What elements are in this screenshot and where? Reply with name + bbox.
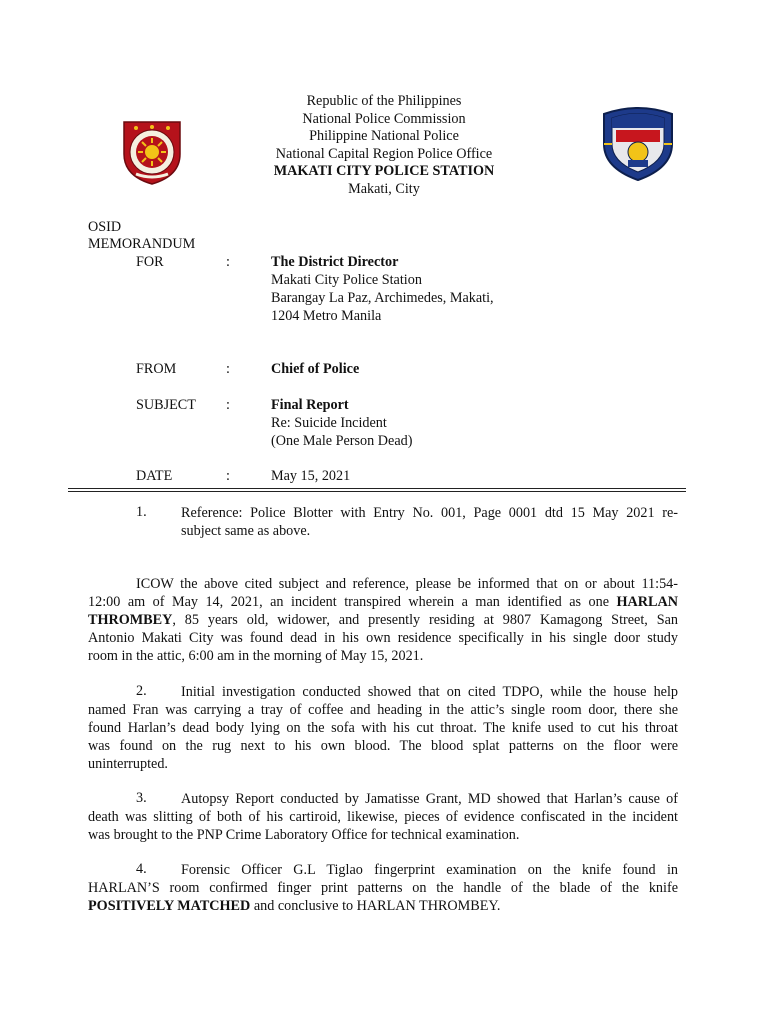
subject-label: SUBJECT xyxy=(136,397,196,413)
text-line: Reference: Police Blotter with Entry No. 001, Page 0001 dtd 15 May 2021 re- xyxy=(181,505,678,521)
paragraph-number: 1. xyxy=(136,504,147,520)
subject-title: Final Report xyxy=(271,397,349,413)
paragraph-reference xyxy=(181,504,678,540)
for-address: 1204 Metro Manila xyxy=(271,308,382,324)
match-result: POSITIVELY MATCHED xyxy=(88,898,251,914)
text-run: , 85 years old, widower, and presently residing at 9807 Kamagong Street, San xyxy=(172,612,678,628)
text-line xyxy=(88,897,678,915)
makati-station-badge-icon xyxy=(598,104,678,182)
letterhead-line: National Police Commission xyxy=(302,110,466,127)
subject-note: (One Male Person Dead) xyxy=(271,433,413,449)
text-line: Forensic Officer G.L Tiglao fingerprint examination on the knife found in xyxy=(181,862,678,878)
text-line: ICOW the above cited subject and reference, please be informed that on or about 11:54- xyxy=(136,576,678,592)
for-address: Barangay La Paz, Archimedes, Makati, xyxy=(271,290,494,306)
paragraph-autopsy xyxy=(88,790,678,844)
paragraph-forensic xyxy=(88,861,678,915)
date-value: May 15, 2021 xyxy=(271,468,351,484)
from-value: Chief of Police xyxy=(271,361,360,377)
person-name: HARLAN xyxy=(616,594,678,610)
text-line: Autopsy Report conducted by Jamatisse Grant, MD showed that Harlan’s cause of xyxy=(181,791,678,807)
text-line: Initial investigation conducted showed that on cited TDPO, while the house help xyxy=(181,684,678,700)
paragraph-number: 4. xyxy=(136,861,147,877)
person-name: THROMBEY xyxy=(88,612,173,628)
text-line: was found on the rug next to his own blood. The blood splat patterns on the floor were xyxy=(88,738,678,754)
text-line: room in the attic, 6:00 am in the morning of May 15, 2021. xyxy=(88,648,424,664)
station-city: Makati, City xyxy=(348,180,420,197)
divider xyxy=(68,491,686,492)
paragraph-number: 3. xyxy=(136,790,147,806)
text-line xyxy=(88,593,678,611)
text-line xyxy=(88,611,678,629)
text-line: uninterrupted. xyxy=(88,756,168,772)
text-run: and conclusive to HARLAN THROMBEY. xyxy=(250,898,501,914)
paragraph-intro xyxy=(88,575,678,665)
text-line: found Harlan’s dead body lying on the sofa with his cut throat. The knife used to cut his throat xyxy=(88,720,678,736)
office-code: OSID xyxy=(88,219,122,235)
text-line: HARLAN’S room confirmed finger print patterns on the handle of the blade of the knife xyxy=(88,880,678,896)
station-name: MAKATI CITY POLICE STATION xyxy=(273,163,495,180)
for-colon: : xyxy=(226,254,230,270)
letterhead xyxy=(200,93,568,199)
text-line: death was slitting of both of his cartiroid, likewise, pieces of evidence confiscated in the incident xyxy=(88,809,678,825)
subject-colon: : xyxy=(226,397,230,413)
from-colon: : xyxy=(226,361,230,377)
text-run: 12:00 am of May 14, 2021, an incident transpired wherein a man identified as one xyxy=(88,594,617,610)
text-line: named Fran was carrying a tray of coffee and heading in the attic’s single room door, there she xyxy=(88,702,678,718)
letterhead-line: Republic of the Philippines xyxy=(306,93,462,109)
pnp-seal-icon xyxy=(116,116,188,188)
paragraph-number: 2. xyxy=(136,683,147,699)
text-line: was brought to the PNP Crime Laboratory Office for technical examination. xyxy=(88,827,520,843)
for-recipient: The District Director xyxy=(271,254,399,270)
from-label: FROM xyxy=(136,361,177,377)
text-line: Antonio Makati City was found dead in his own residence specifically in his single door study xyxy=(88,630,678,646)
date-label: DATE xyxy=(136,468,173,484)
text-line: subject same as above. xyxy=(181,523,311,539)
date-colon: : xyxy=(226,468,230,484)
letterhead-line: Philippine National Police xyxy=(309,128,459,145)
for-label: FOR xyxy=(136,254,164,270)
divider xyxy=(68,488,686,489)
memo-type: MEMORANDUM xyxy=(88,236,196,252)
paragraph-investigation xyxy=(88,683,678,773)
letterhead-line: National Capital Region Police Office xyxy=(275,145,493,162)
subject-re: Re: Suicide Incident xyxy=(271,415,387,431)
for-address: Makati City Police Station xyxy=(271,272,422,288)
